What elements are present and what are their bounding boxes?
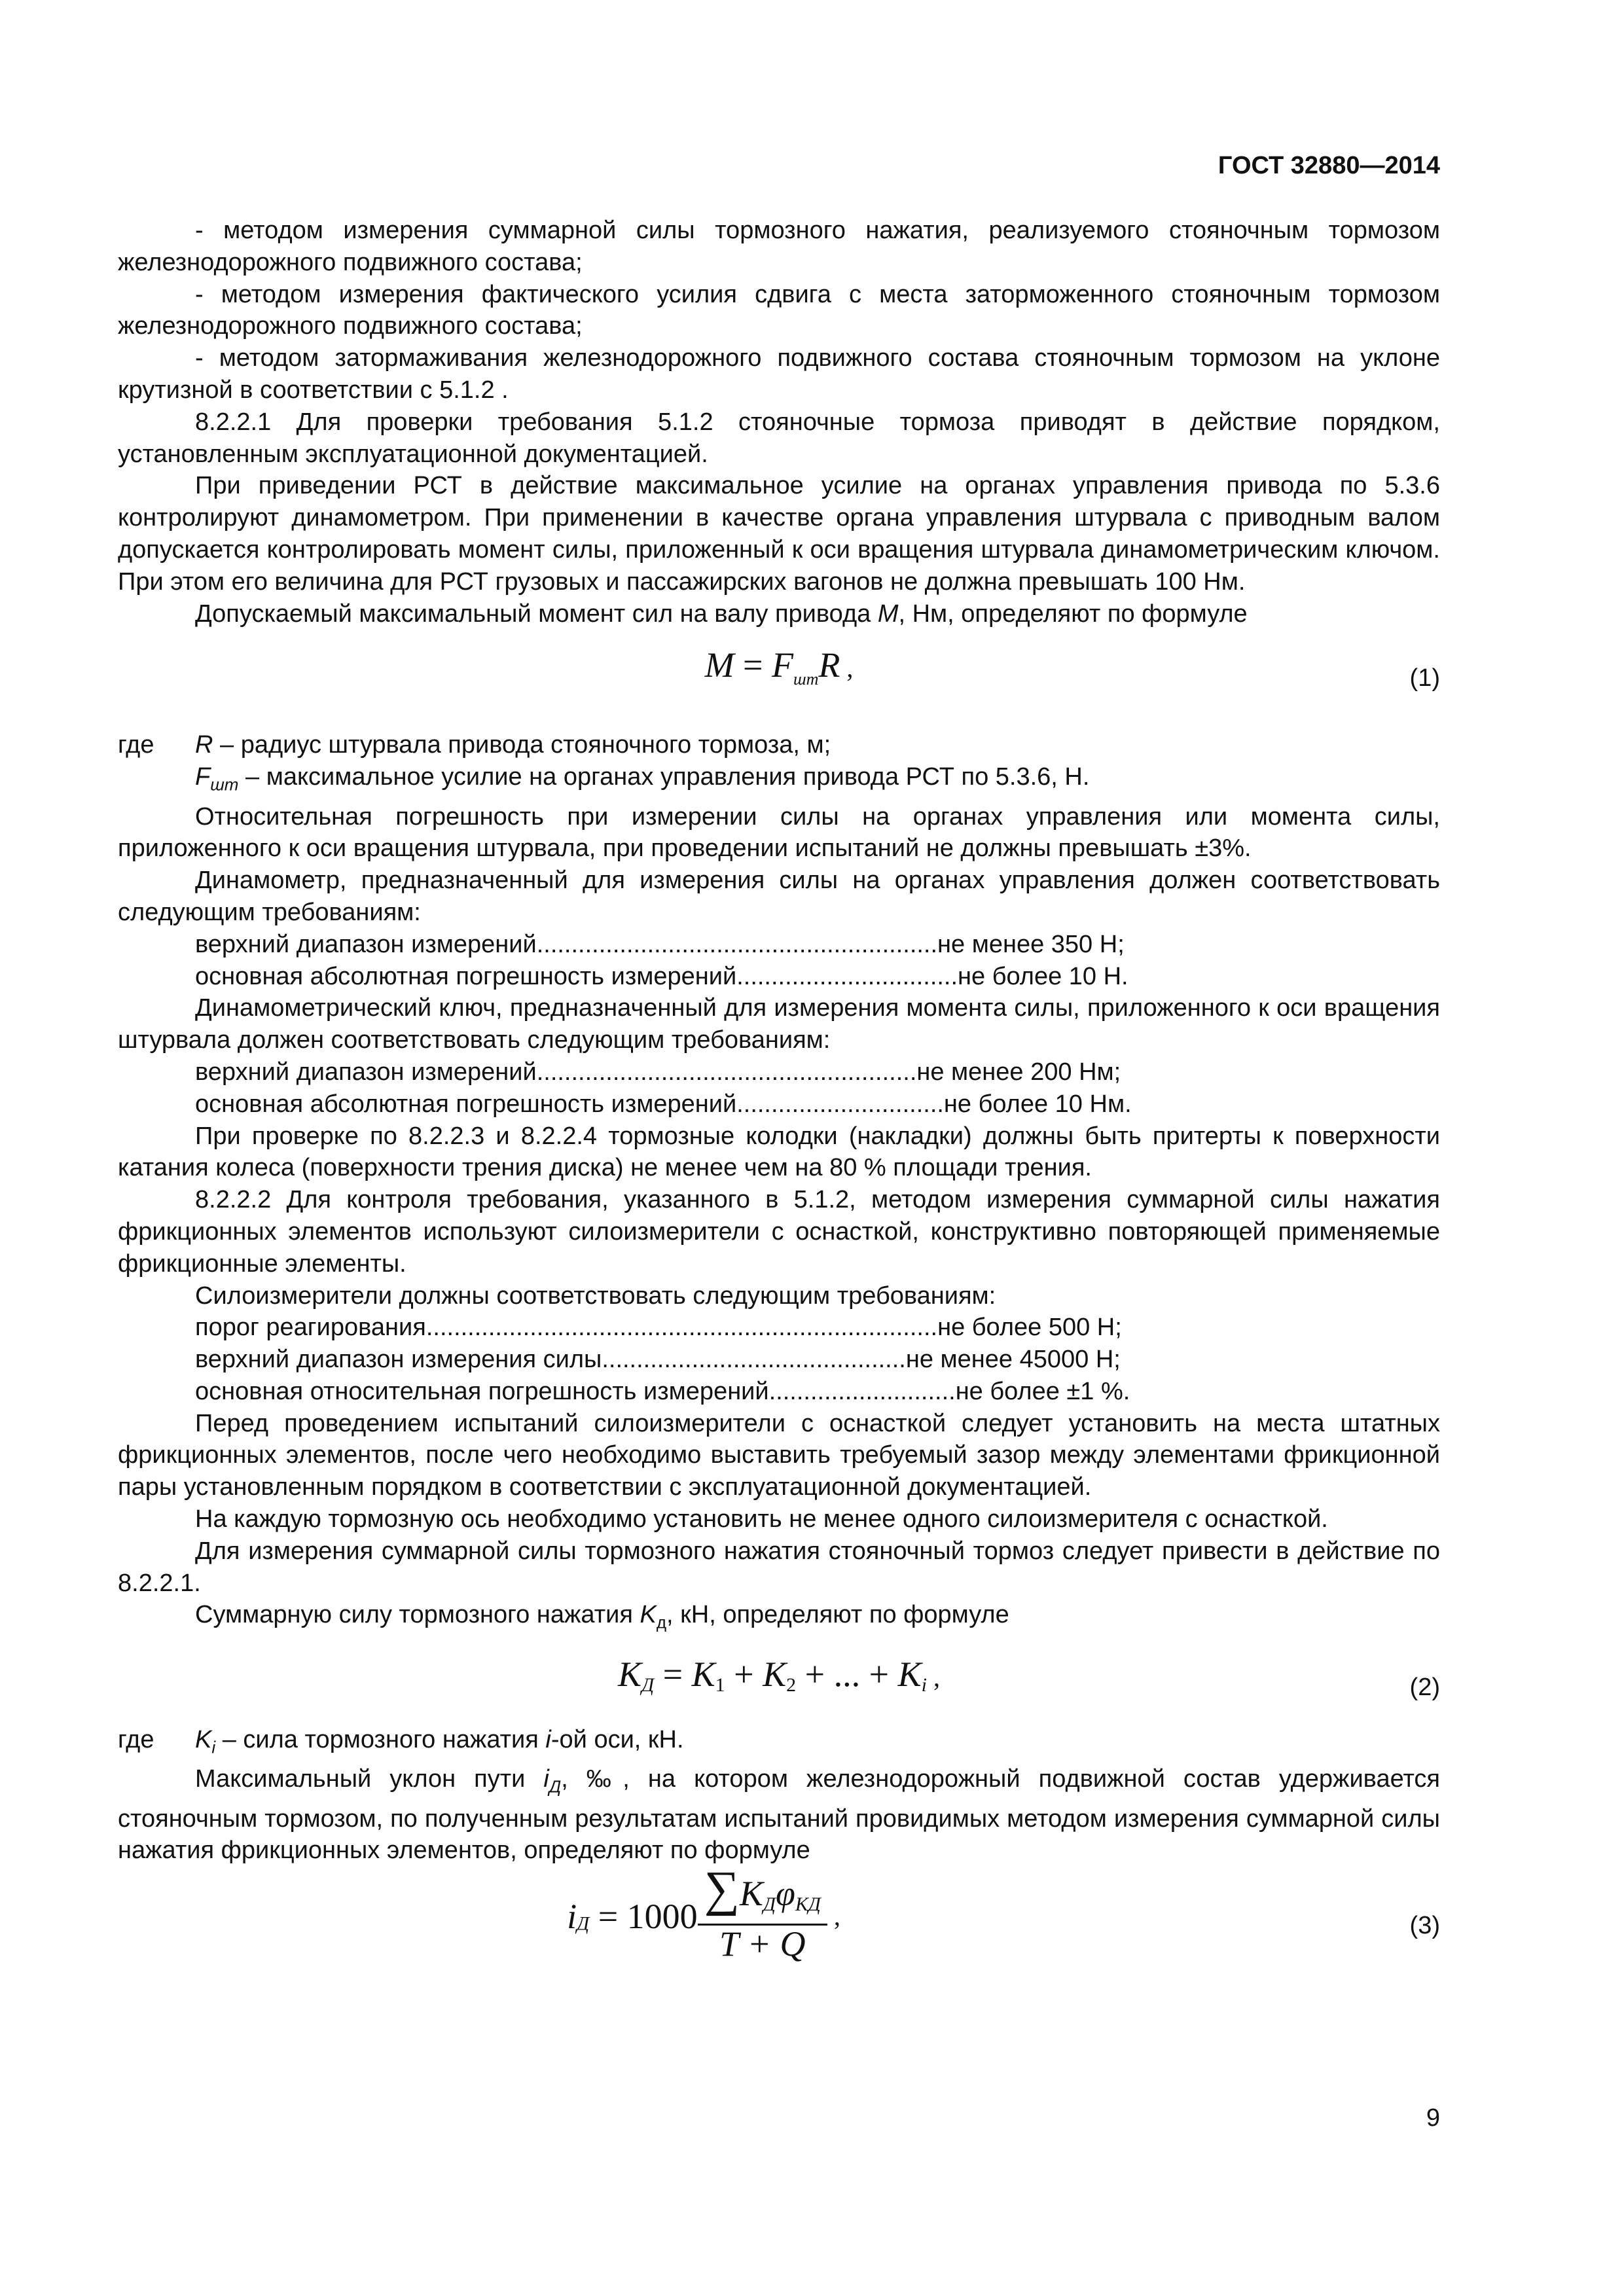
method-item-3: - методом затормаживания железнодорожного подвижного состава стояночным тормозом на уклоне крутизной в соответствии с 5.1.2 .: [118, 344, 1440, 404]
paragraph-rst: При приведении РСТ в действие максимальное усилие на органах управления привода по 5.3.6 контролируют динамометром. При применении в качестве органа управления штурвала с приводным валом допускается контролировать момент силы, приложенный к оси вращения штурвала динамометрическим ключом. При этом его величина для РСТ грузовых и пассажирских вагонов не должна превышать 100 Нм.: [118, 472, 1440, 596]
paragraph-relative-error: Относительная погрешность при измерении силы на органах управления или момента силы, приложенного к оси вращения штурвала, при проведении испытаний не должны превышать ±3%.: [118, 802, 1440, 863]
formula-3: [118, 1861, 1440, 1988]
dynamometer-req-1: верхний диапазон измерений..........................................................не менее 350 Н;: [195, 930, 1125, 958]
formula-1-expression: $M = F_{шт}R$ ,: [704, 645, 854, 689]
formula-2-expression: KД = K1 + K2 + ... + Ki ,: [618, 1654, 940, 1696]
paragraph-dynamometer: Динамометр, предназначенный для измерения силы на органах управления должен соответствовать следующим требованиям:: [118, 867, 1440, 926]
paragraph-sum-intro: Суммарную силу тормозного нажатия $K_д$, кН, определяют по формуле: [195, 1601, 1009, 1633]
formula-3-fraction: $\frac{\text{∑KДφКД}}{T + Q}$: [698, 1873, 827, 1960]
force-meter-req-2: верхний диапазон измерения силы............................................не менее 45000 Н;: [195, 1346, 1121, 1374]
force-meter-req-3: основная относительная погрешность измерений...........................не более ±1 %.: [195, 1377, 1130, 1405]
where-r: где R – радиус штурвала привода стояночного тормоза, м;: [118, 731, 831, 759]
paragraph-measurement: Для измерения суммарной силы тормозного нажатия стояночный тормоз следует привести в действие по 8.2.2.1.: [118, 1537, 1440, 1597]
formula-1: [118, 630, 1440, 729]
clause-8-2-2-1: 8.2.2.1 Для проверки требования 5.1.2 стояночные тормоза приводят в действие порядком, установленным эксплуатационной документацией.: [118, 408, 1440, 468]
force-meter-req-1: порог реагирования..........................................................................не более 500 Н;: [195, 1314, 1122, 1342]
torque-key-req-1: верхний диапазон измерений.......................................................не менее 200 Нм;: [195, 1058, 1121, 1086]
paragraph-max-slope: Максимальный уклон пути $i_Д$, ‰, на котором железнодорожный подвижной состав удерживается стояночным тормозом, по полученным результатам испытаний провидимых методом измерения суммарной силы нажатия фрикционных элементов, определяют по формуле: [118, 1765, 1440, 1865]
where-ki: где $K_i$ – сила тормозного нажатия i-ой оси, кН.: [118, 1725, 684, 1757]
torque-key-req-2: основная абсолютная погрешность измерений..............................не более 10 Нм.: [195, 1090, 1132, 1118]
formula-3-expression: iД = 1000 $\frac{\text{∑KДφКД}}{T + Q}$ ,: [567, 1861, 840, 1964]
paragraph-force-meters: Силоизмерители должны соответствовать следующим требованиям:: [195, 1282, 996, 1310]
paragraph-moment-intro: Допускаемый максимальный момент сил на валу привода M, Нм, определяют по формуле: [195, 600, 1248, 628]
formula-2: [118, 1639, 1440, 1724]
where-f: $F_{шт}$ – максимальное усилие на органах управления привода РСТ по 5.3.6, Н.: [195, 763, 1090, 795]
paragraph-before-tests: Перед проведением испытаний силоизмерители с оснасткой следует установить на места штатных фрикционных элементов, после чего необходимо выставить требуемый зазор между элементами фрикционной пары установленным порядком в соответствии с эксплуатационной документацией.: [118, 1409, 1440, 1501]
method-item-1: - методом измерения суммарной силы тормозного нажатия, реализуемого стояночным тормозом железнодорожного подвижного состава;: [118, 217, 1440, 276]
clause-8-2-2-2: 8.2.2.2 Для контроля требования, указанного в 5.1.2, методом измерения суммарной силы нажатия фрикционных элементов используют силоизмерители с оснасткой, конструктивно повторяющей применяемые фрикционные элементы.: [118, 1186, 1440, 1278]
paragraph-axis: На каждую тормозную ось необходимо установить не менее одного силоизмерителя с оснасткой.: [195, 1505, 1328, 1534]
paragraph-check: При проверке по 8.2.2.3 и 8.2.2.4 тормозные колодки (накладки) должны быть притерты к поверхности катания колеса (поверхности трения диска) не менее чем на 80 % площади трения.: [118, 1122, 1440, 1182]
dynamometer-req-2: основная абсолютная погрешность измерений................................не более 10 Н.: [195, 962, 1128, 990]
formula-2-number: (2): [1409, 1673, 1440, 1701]
page-number: 9: [1426, 2104, 1440, 2132]
method-item-2: - методом измерения фактического усилия сдвига с места заторможенного стояночным тормозом железнодорожного подвижного состава;: [118, 280, 1440, 340]
document-id-header: ГОСТ 32880—2014: [1218, 152, 1440, 179]
formula-1-number: (1): [1409, 664, 1440, 692]
paragraph-torque-key: Динамометрический ключ, предназначенный для измерения момента силы, приложенного к оси вращения штурвала должен соответствовать следующим требованиям:: [118, 994, 1440, 1054]
page-content: [118, 215, 1440, 1988]
formula-3-number: (3): [1409, 1912, 1440, 1940]
